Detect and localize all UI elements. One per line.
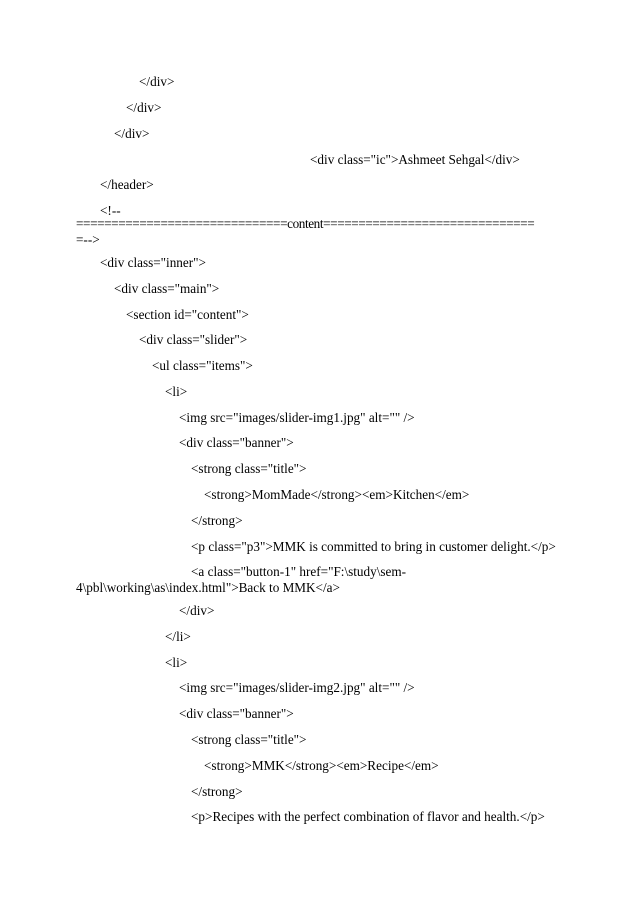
code-line: <img src="images/slider-img1.jpg" alt="" /> [179, 410, 415, 425]
code-line: <div class="banner"> [179, 435, 294, 450]
code-line: <li> [165, 655, 188, 670]
code-line: </li> [165, 629, 191, 644]
code-line: <strong class="title"> [191, 461, 307, 476]
code-line: <p class="p3">MMK is committed to bring in customer delight.</p> [191, 539, 556, 554]
code-line: </strong> [191, 513, 243, 528]
code-line: <div class="main"> [114, 281, 220, 296]
code-line: </div> [179, 603, 215, 618]
code-line: 4\pbl\working\as\index.html">Back to MMK</a> [76, 580, 340, 595]
code-line: <div class="slider"> [139, 332, 248, 347]
code-line: <li> [165, 384, 188, 399]
code-line: <!-- [100, 203, 121, 218]
code-line: <strong>MomMade</strong><em>Kitchen</em> [204, 487, 470, 502]
code-line: </div> [126, 100, 162, 115]
code-line: =--> [76, 232, 100, 247]
code-line: <div class="ic">Ashmeet Sehgal</div> [310, 152, 520, 167]
code-line: <div class="banner"> [179, 706, 294, 721]
code-line: <strong>MMK</strong><em>Recipe</em> [204, 758, 439, 773]
code-line: <ul class="items"> [152, 358, 253, 373]
code-line: ==============================content============================== [76, 216, 535, 231]
code-line: </div> [114, 126, 150, 141]
code-line: <div class="inner"> [100, 255, 206, 270]
code-line: <img src="images/slider-img2.jpg" alt="" /> [179, 680, 415, 695]
code-line: <p>Recipes with the perfect combination of flavor and health.</p> [191, 809, 545, 824]
code-line: <strong class="title"> [191, 732, 307, 747]
code-line: <a class="button-1" href="F:\study\sem- [191, 564, 406, 579]
code-line: </strong> [191, 784, 243, 799]
code-line: </header> [100, 177, 154, 192]
code-line: </div> [139, 74, 175, 89]
code-line: <section id="content"> [126, 307, 249, 322]
